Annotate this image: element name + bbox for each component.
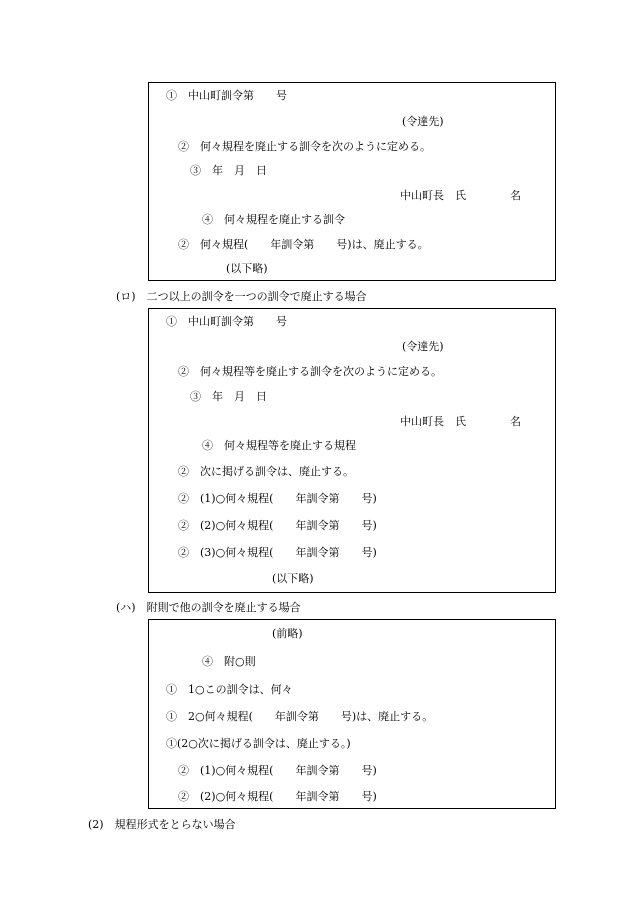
box3-line-1: (前略): [272, 627, 303, 640]
box1-line-7: ② 何々規程( 年訓令第 号)は、廃止する。: [178, 238, 429, 251]
box2-line-10: ② (3)○何々規程( 年訓令第 号): [178, 546, 377, 559]
box2-line-7: ② 次に掲げる訓令は、廃止する。: [178, 465, 354, 478]
box3-line-3: ① 1○この訓令は、何々: [166, 683, 293, 696]
box3-line-6: ② (1)○何々規程( 年訓令第 号): [178, 764, 377, 777]
box3-line-5: ①(2○次に掲げる訓令は、廃止する。): [166, 737, 351, 750]
box1-line-5: 中山町長 氏 名: [400, 189, 521, 202]
box2-line-2: (令達先): [402, 340, 444, 353]
box2-line-8: ② (1)○何々規程( 年訓令第 号): [178, 492, 377, 505]
box3-line-2: ④ 附○則: [202, 655, 256, 668]
box1-line-6: ④ 何々規程を廃止する訓令: [202, 213, 345, 226]
box2-line-5: 中山町長 氏 名: [400, 415, 521, 428]
box3-line-4: ① 2○何々規程( 年訓令第 号)は、廃止する。: [166, 710, 434, 723]
box2-line-11: (以下略): [272, 572, 314, 585]
box2-line-1: ① 中山町訓令第 号: [166, 315, 287, 328]
heading-2: (2) 規程形式をとらない場合: [88, 818, 236, 831]
box1-line-1: ① 中山町訓令第 号: [166, 89, 287, 102]
box3-line-7: ② (2)○何々規程( 年訓令第 号): [178, 790, 377, 803]
box2-line-4: ③ 年 月 日: [190, 390, 267, 403]
box2-line-9: ② (2)○何々規程( 年訓令第 号): [178, 519, 377, 532]
heading-ro: (ロ) 二つ以上の訓令を一つの訓令で廃止する場合: [116, 290, 367, 303]
box1-line-2: (令達先): [402, 115, 444, 128]
box1-line-4: ③ 年 月 日: [190, 164, 267, 177]
box2-line-6: ④ 何々規程等を廃止する規程: [202, 439, 356, 452]
box1-line-3: ② 何々規程を廃止する訓令を次のように定める。: [178, 140, 431, 153]
box2-line-3: ② 何々規程等を廃止する訓令を次のように定める。: [178, 365, 442, 378]
example-box-1: [148, 82, 556, 281]
heading-ha: (ハ) 附則で他の訓令を廃止する場合: [116, 601, 301, 614]
box1-line-8: (以下略): [226, 262, 268, 275]
